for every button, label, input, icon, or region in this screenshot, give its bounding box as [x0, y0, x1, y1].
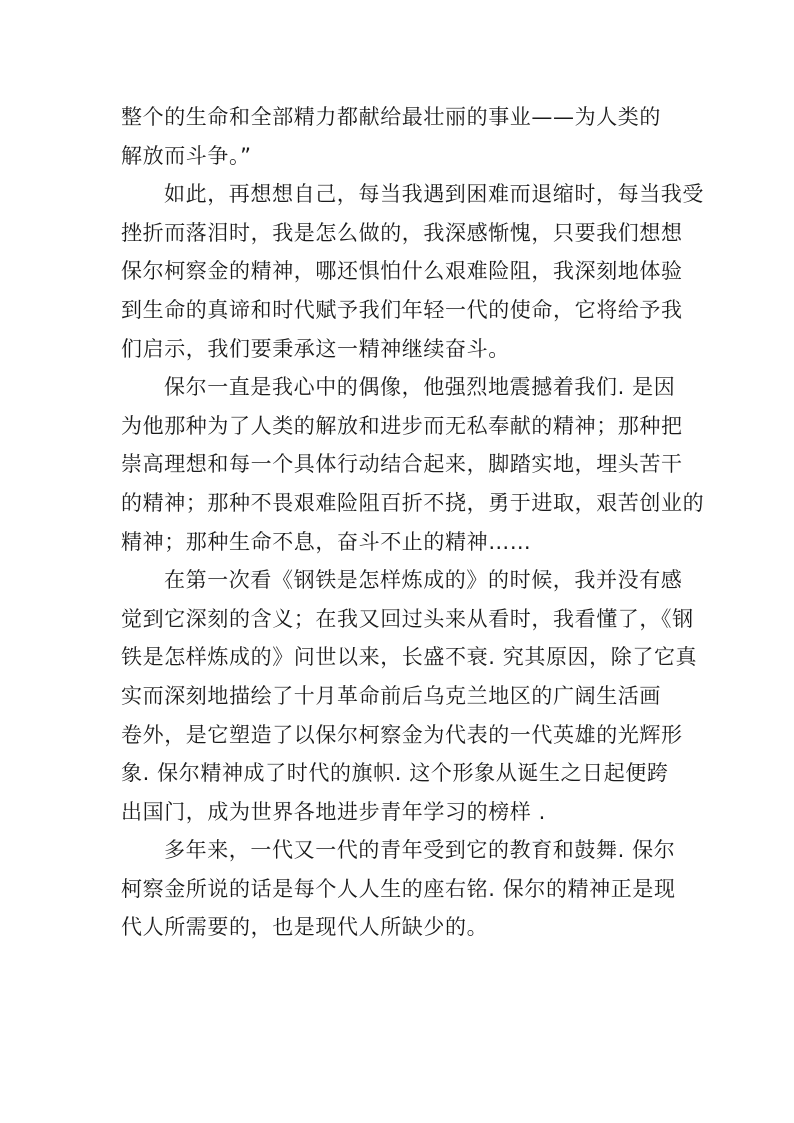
text-line: 保尔柯察金的精神，哪还惧怕什么艰难险阻，我深刻地体验	[121, 259, 683, 284]
paragraph-first-line: 多年来，一代又一代的青年受到它的教育和鼓舞. 保尔	[164, 838, 676, 863]
text-line: 代人所需要的，也是现代人所缺少的。	[121, 915, 489, 940]
text-line: 到生命的真谛和时代赋予我们年轻一代的使命，它将给予我	[121, 297, 683, 322]
text-line: 整个的生命和全部精力都献给最壮丽的事业——为人类的	[121, 105, 661, 129]
text-line: 解放而斗争。”	[121, 143, 252, 168]
text-line: 为他那种为了人类的解放和进步而无私奉献的精神；那种把	[121, 413, 683, 438]
text-line: 精神；那种生命不息，奋斗不止的精神……	[121, 529, 532, 554]
paragraph-first-line: 保尔一直是我心中的偶像，他强烈地震撼着我们. 是因	[164, 375, 676, 400]
text-line: 挫折而落泪时，我是怎么做的，我深感惭愧，只要我们想想	[121, 220, 683, 245]
paragraph-first-line: 如此，再想想自己，每当我遇到困难而退缩时，每当我受	[164, 182, 704, 207]
text-line: 象. 保尔精神成了时代的旗帜. 这个形象从诞生之日起便跨	[121, 761, 669, 786]
paragraph-first-line: 在第一次看《钢铁是怎样炼成的》的时候，我并没有感	[164, 568, 683, 593]
text-line: 实而深刻地描绘了十月革命前后乌克兰地区的广阔生活画	[121, 683, 661, 708]
document-body	[121, 98, 705, 947]
text-line: 出国门，成为世界各地进步青年学习的榜样 .	[121, 799, 546, 824]
text-line: 们启示，我们要秉承这一精神继续奋斗。	[121, 336, 510, 361]
text-line: 觉到它深刻的含义；在我又回过头来从看时，我看懂了，《钢	[121, 606, 694, 631]
text-line: 卷外，是它塑造了以保尔柯察金为代表的一代英雄的光辉形	[121, 722, 683, 747]
text-line: 的精神；那种不畏艰难险阻百折不挠，勇于进取，艰苦创业的	[121, 490, 705, 515]
text-line: 铁是怎样炼成的》问世以来，长盛不衰. 究其原因，除了它真	[121, 645, 698, 670]
text-line: 崇高理想和每一个具体行动结合起来，脚踏实地，埋头苦干	[121, 452, 683, 477]
text-line: 柯察金所说的话是每个人人生的座右铭. 保尔的精神正是现	[121, 876, 676, 901]
